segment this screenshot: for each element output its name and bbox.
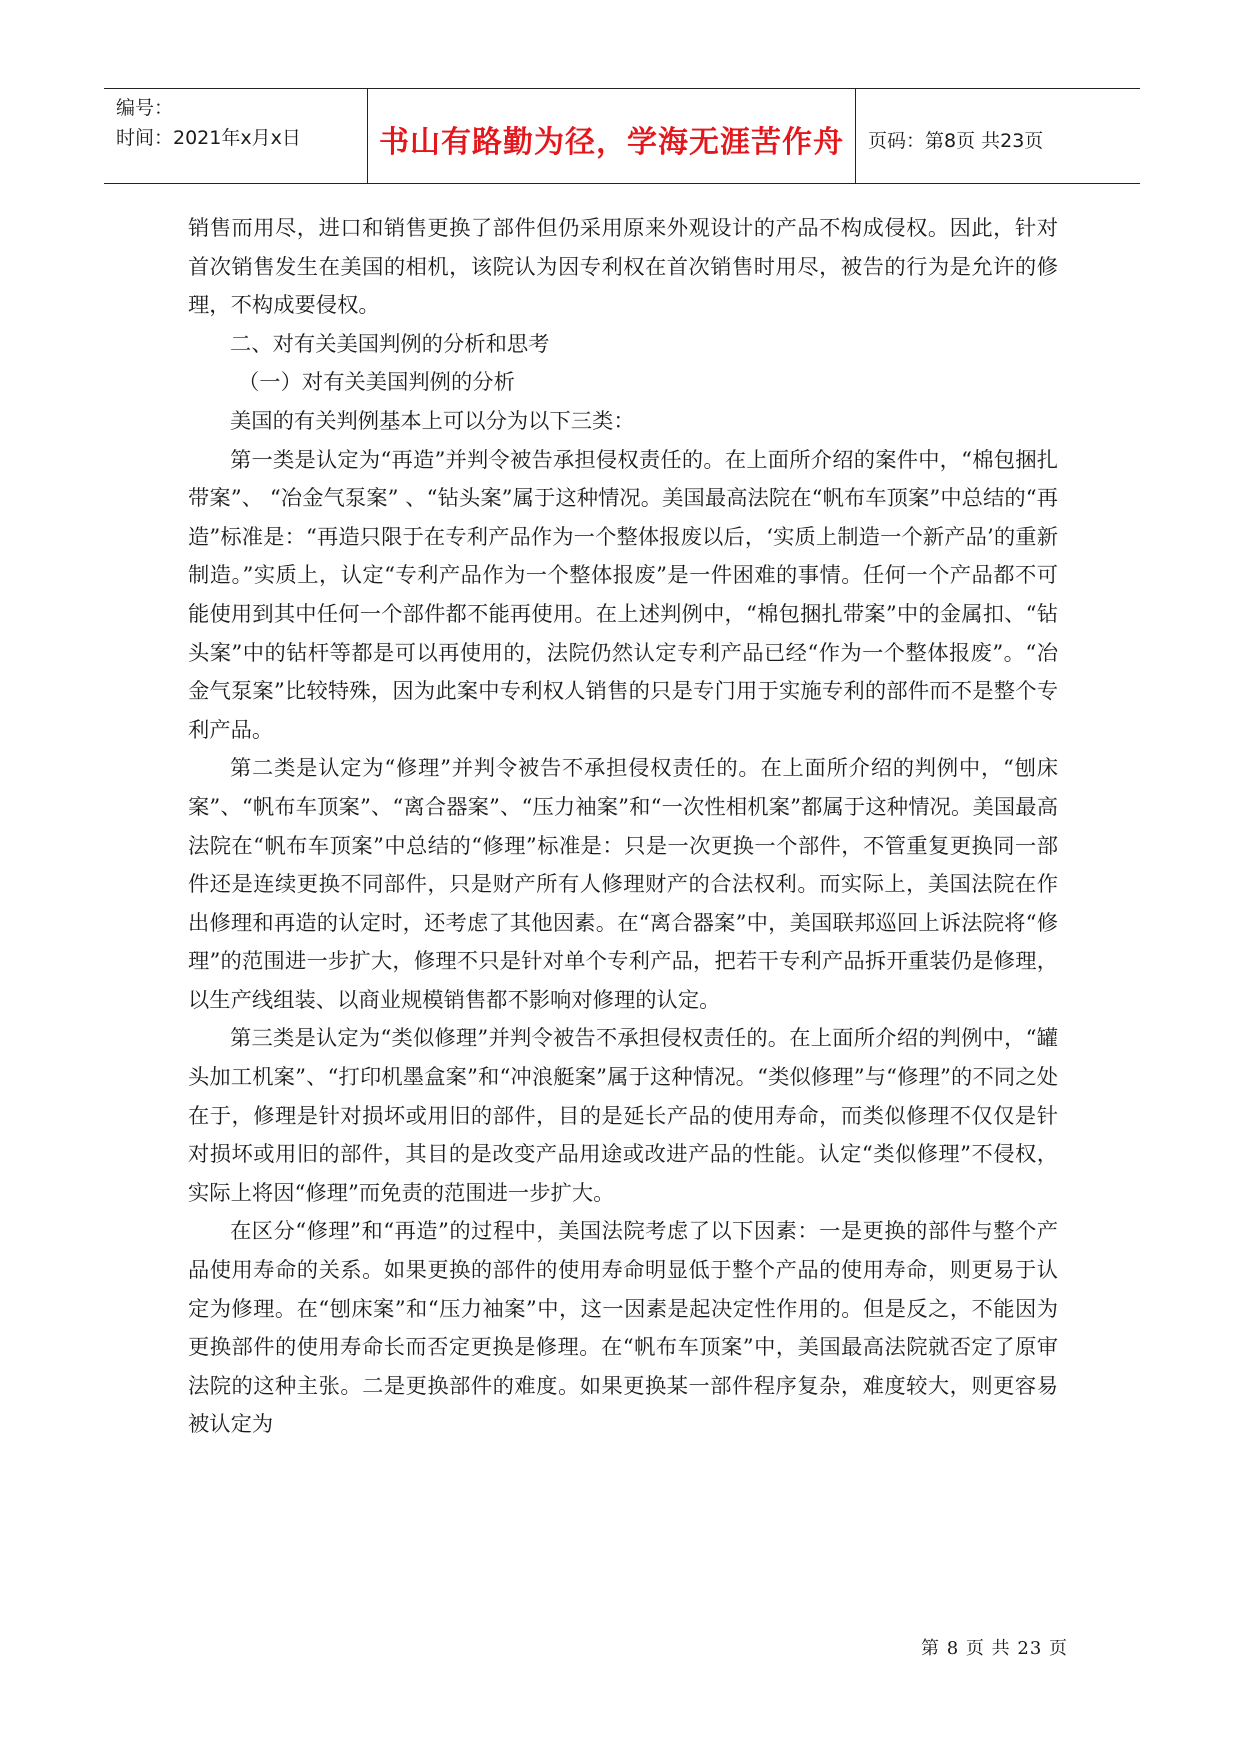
section-heading: 二、对有关美国判例的分析和思考 bbox=[230, 331, 550, 357]
header-motto-cell bbox=[368, 89, 856, 183]
header-motto: 书山有路勤为径，学海无涯苦作舟 bbox=[379, 125, 844, 160]
body-paragraph: 第二类是认定为“修理”并判令被告不承担侵权责任的。在上面所介绍的判例中，“刨床案”、“帆布车顶案”、“离合器案”、“压力袖案”和“一次性相机案”都属于这种情况。美国最高法院在“帆布车顶案”中总结的“修理”标准是：只是一次更换一个部件，不管重复更换同一部件还是连续更换不同部件，只是财产所有人修理财产的合法权利。而实际上，美国法院在作出修理和再造的认定时，还考虑了其他因素。在“离合器案”中，美国联邦巡回上诉法院将“修理”的范围进一步扩大，修理不只是针对单个专利产品，把若干专利产品拆开重装仍是修理，以生产线组装、以商业规模销售都不影响对修理的认定。 bbox=[188, 756, 1058, 1013]
document-time-label: 时间：2021年x月x日 bbox=[116, 127, 301, 149]
page-header bbox=[104, 88, 1140, 184]
body-paragraph: 销售而用尽，进口和销售更换了部件但仍采用原来外观设计的产品不构成侵权。因此，针对首次销售发生在美国的相机，该院认为因专利权在首次销售时用尽，被告的行为是允许的修理，不构成要侵权。 bbox=[188, 216, 1058, 319]
document-number-label: 编号： bbox=[116, 97, 174, 119]
body-paragraph: 在区分“修理”和“再造”的过程中，美国法院考虑了以下因素：一是更换的部件与整个产品使用寿命的关系。如果更换的部件的使用寿命明显低于整个产品的使用寿命，则更易于认定为修理。在“刨床案”和“压力袖案”中，这一因素是起决定性作用的。但是反之，不能因为更换部件的使用寿命长而否定更换是修理。在“帆布车顶案”中，美国最高法院就否定了原审法院的这种主张。二是更换部件的难度。如果更换某一部件程序复杂，难度较大，则更容易被认定为 bbox=[188, 1219, 1058, 1438]
body-paragraph: 第三类是认定为“类似修理”并判令被告不承担侵权责任的。在上面所介绍的判例中，“罐头加工机案”、“打印机墨盒案”和“冲浪艇案”属于这种情况。“类似修理”与“修理”的不同之处在于，修理是针对损坏或用旧的部件，目的是延长产品的使用寿命，而类似修理不仅仅是针对损坏或用旧的部件，其目的是改变产品用途或改进产品的性能。认定“类似修理”不侵权，实际上将因“修理”而免责的范围进一步扩大。 bbox=[188, 1026, 1058, 1206]
header-meta bbox=[104, 89, 368, 183]
page-footer: 第 8 页 共 23 页 bbox=[921, 1638, 1068, 1659]
header-page-info-cell bbox=[856, 89, 1140, 183]
body-paragraph: 第一类是认定为“再造”并判令被告承担侵权责任的。在上面所介绍的案件中，“棉包捆扎带案”、 “冶金气泵案” 、“钻头案”属于这种情况。美国最高法院在“帆布车顶案”中总结的“再造”标准是：“再造只限于在专利产品作为一个整体报废以后，‘实质上制造一个新产品’的重新制造。”实质上，认定“专利产品作为一个整体报废”是一件困难的事情。任何一个产品都不可能使用到其中任何一个部件都不能再使用。在上述判例中，“棉包捆扎带案”中的金属扣、“钻头案”中的钻杆等都是可以再使用的，法院仍然认定专利产品已经“作为一个整体报废”。“冶金气泵案”比较特殊，因为此案中专利权人销售的只是专门用于实施专利的部件而不是整个专利产品。 bbox=[188, 447, 1058, 743]
body-paragraph: 美国的有关判例基本上可以分为以下三类： bbox=[230, 408, 635, 434]
document-body bbox=[188, 210, 1058, 1445]
subsection-heading: （一）对有关美国判例的分析 bbox=[238, 370, 515, 396]
header-page-info: 页码：第8页 共23页 bbox=[868, 129, 1044, 152]
